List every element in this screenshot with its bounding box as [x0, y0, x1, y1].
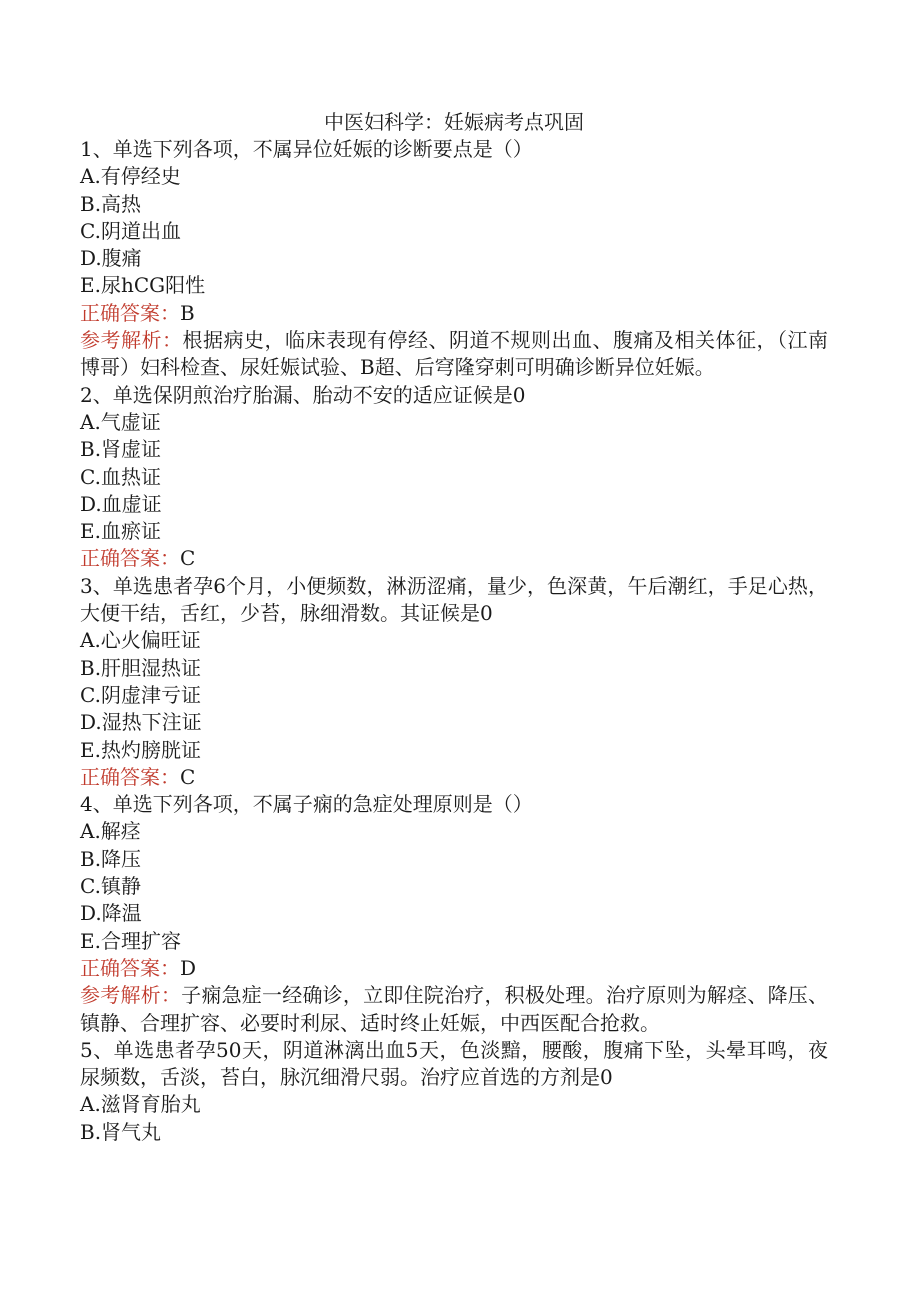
answer-label: 正确答案： [80, 300, 180, 325]
answer-value: C [180, 764, 196, 789]
option: B.降压 [80, 846, 142, 871]
question-5 [80, 1037, 828, 1146]
option: C.阴虚津亏证 [80, 682, 201, 707]
question-stem: 4、单选下列各项，不属子痫的急症处理原则是（） [80, 792, 533, 817]
option: D.腹痛 [80, 246, 142, 271]
answer-value: D [180, 955, 197, 980]
option: D.湿热下注证 [80, 710, 202, 735]
option: E.合理扩容 [80, 928, 181, 953]
question-stem: 1、单选下列各项，不属异位妊娠的诊断要点是（） [80, 137, 533, 161]
question-1 [80, 136, 828, 382]
correct-answer [80, 955, 828, 982]
answer-value: B [180, 300, 195, 325]
option: E.尿hCG阳性 [80, 273, 206, 298]
answer-value: C [180, 546, 196, 571]
question-stem: 2、单选保阴煎治疗胎漏、胎动不安的适应证候是0 [80, 382, 526, 407]
explanation-text: 根据病史，临床表现有停经、阴道不规则出血、腹痛及相关体征，（江南博哥）妇科检查、尿妊娠试验、B超、后穹隆穿刺可明确诊断异位妊娠。 [80, 328, 828, 380]
option: A.滋肾育胎丸 [80, 1092, 201, 1117]
option: C.阴道出血 [80, 218, 181, 243]
option: E.血瘀证 [80, 519, 161, 544]
option: A.解痉 [80, 819, 141, 844]
explanation [80, 982, 828, 1037]
question-2 [80, 382, 828, 573]
document-title: 中医妇科学：妊娠病考点巩固 [324, 110, 584, 134]
answer-label: 正确答案： [80, 955, 180, 980]
option: D.降温 [80, 901, 142, 926]
option: C.血热证 [80, 464, 161, 489]
option: A.心火偏旺证 [80, 628, 201, 653]
answer-label: 正确答案： [80, 546, 180, 571]
question-stem: 3、单选患者孕6个月，小便频数，淋沥涩痛，量少，色深黄，午后潮红，手足心热，大便干结，舌红，少苔，脉细滑数。其证候是0 [80, 573, 828, 626]
explanation-label: 参考解析： [80, 983, 182, 1008]
correct-answer [80, 300, 828, 327]
explanation-text: 子痫急症一经确诊，立即住院治疗，积极处理。治疗原则为解痉、降压、镇静、合理扩容、必要时利尿、适时终止妊娠，中西医配合抢救。 [80, 983, 829, 1035]
option: A.有停经史 [80, 164, 181, 189]
correct-answer [80, 545, 828, 572]
question-stem: 5、单选患者孕50天，阴道淋漓出血5天，色淡黯，腰酸，腹痛下坠，头晕耳鸣，夜尿频数，舌淡，苔白，脉沉细滑尺弱。治疗应首选的方剂是0 [80, 1037, 828, 1090]
option: A.气虚证 [80, 409, 161, 434]
explanation-label: 参考解析： [80, 328, 183, 353]
explanation [80, 327, 828, 382]
correct-answer [80, 764, 828, 791]
question-3 [80, 573, 828, 791]
option: C.镇静 [80, 874, 141, 899]
option: B.肾气丸 [80, 1119, 162, 1144]
option: E.热灼膀胱证 [80, 737, 201, 762]
answer-label: 正确答案： [80, 764, 180, 789]
option: B.肾虚证 [80, 437, 162, 462]
option: B.肝胆湿热证 [80, 655, 202, 680]
option: B.高热 [80, 191, 142, 216]
question-4 [80, 791, 828, 1037]
option: D.血虚证 [80, 491, 162, 516]
